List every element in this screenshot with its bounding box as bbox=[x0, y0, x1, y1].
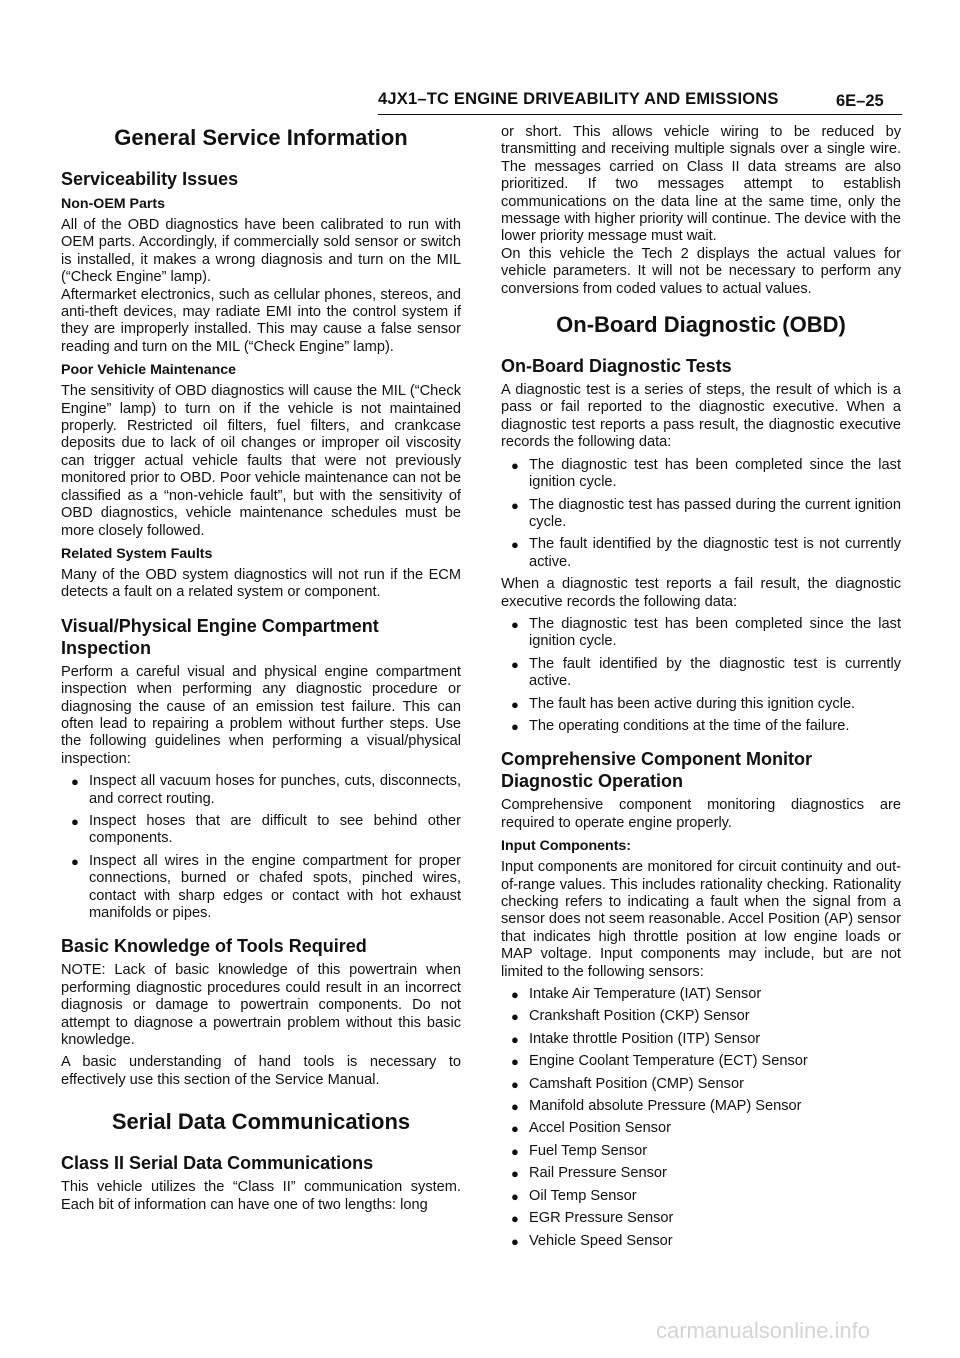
list-item: ● Oil Temp Sensor bbox=[511, 1187, 637, 1204]
list-item: ● Fuel Temp Sensor bbox=[511, 1142, 648, 1159]
paragraph-ccm: Comprehensive component monitoring diagnostics are required to operate engine properly. bbox=[501, 797, 901, 831]
page-header bbox=[0, 88, 960, 118]
watermark: carmanualsonline.info bbox=[656, 1318, 871, 1343]
list-item: ● The diagnostic test has been completed since the last ignition cycle. bbox=[511, 456, 901, 491]
bullet-icon: ● bbox=[71, 774, 79, 790]
list-item: ● Manifold absolute Pressure (MAP) Sensor bbox=[511, 1098, 802, 1115]
bullet-icon: ● bbox=[71, 853, 79, 869]
list-item: ● Inspect hoses that are difficult to see behind other components. bbox=[71, 812, 461, 847]
right-column bbox=[501, 124, 901, 1255]
fail-result-list bbox=[501, 616, 901, 735]
paragraph-fail-result: When a diagnostic test reports a fail result, the diagnostic executive records the following data: bbox=[501, 576, 901, 610]
visual-inspection-list bbox=[61, 773, 461, 922]
paragraph-non-oem-2: Aftermarket electronics, such as cellular phones, stereos, and anti-theft devices, may radiate EMI into the control system if they are improperly installed. This may cause a false sensor reading and turn on the MIL (“Check Engine” lamp). bbox=[61, 286, 461, 355]
list-item: ● The diagnostic test has been completed since the last ignition cycle. bbox=[511, 615, 901, 650]
bullet-icon: ● bbox=[511, 1233, 519, 1249]
heading-serviceability-issues: Serviceability Issues bbox=[61, 169, 239, 189]
heading-basic-knowledge: Basic Knowledge of Tools Required bbox=[61, 936, 367, 957]
bullet-icon: ● bbox=[511, 656, 519, 672]
heading-poor-vehicle-maintenance: Poor Vehicle Maintenance bbox=[61, 362, 237, 379]
paragraph-basic-knowledge: A basic understanding of hand tools is necessary to effectively use this section of the Service Manual. bbox=[61, 1054, 461, 1088]
heading-visual-inspection: Visual/Physical Engine Compartment Inspection bbox=[61, 615, 379, 658]
note-basic-knowledge: NOTE: Lack of basic knowledge of this powertrain when performing diagnostic procedures could result in an incorrect diagnosis or damage to powertrain components. Do not attempt to diagnose a powertrain problem without this basic knowledge. bbox=[61, 962, 461, 1049]
heading-ccm: Comprehensive Component Monitor Diagnostic Operation bbox=[501, 749, 813, 792]
bullet-icon: ● bbox=[511, 1076, 519, 1092]
list-item: ● Crankshaft Position (CKP) Sensor bbox=[511, 1008, 750, 1025]
bullet-icon: ● bbox=[511, 1188, 519, 1204]
bullet-icon: ● bbox=[511, 987, 519, 1003]
bullet-icon: ● bbox=[511, 1143, 519, 1159]
sensor-list bbox=[501, 986, 901, 1250]
bullet-icon: ● bbox=[511, 537, 519, 553]
heading-related-system-faults: Related System Faults bbox=[61, 545, 213, 562]
list-item: ● Engine Coolant Temperature (ECT) Sensor bbox=[511, 1053, 808, 1070]
paragraph-non-oem-1: All of the OBD diagnostics have been calibrated to run with OEM parts. Accordingly, if commercially sold sensor or switch is installed, it makes a wrong diagnosis and turn on the MIL (“Check Engine” lamp). bbox=[61, 217, 461, 286]
list-item: ● Intake throttle Position (ITP) Sensor bbox=[511, 1030, 761, 1047]
heading-class-ii: Class II Serial Data Communications bbox=[61, 1153, 374, 1174]
pass-result-list bbox=[501, 457, 901, 571]
section-title-obd: On-Board Diagnostic (OBD) bbox=[556, 312, 846, 338]
section-title-general-service: General Service Information bbox=[114, 125, 408, 150]
paragraph-class-ii: This vehicle utilizes the “Class II” communication system. Each bit of information can have one of two lengths: long bbox=[61, 1179, 461, 1213]
paragraph-poor-maintenance: The sensitivity of OBD diagnostics will cause the MIL (“Check Engine” lamp) to turn on if the vehicle is not maintained properly. Restricted oil filters, fuel filters, and crankcase deposits due to lack of oil changes or improper oil viscosity can trigger actual vehicle faults that were not previously monitored prior to OBD. Poor vehicle maintenance can not be classified as a “non-vehicle fault”, but with the sensitivity of OBD diagnostics, vehicle maintenance schedules must be more closely followed. bbox=[61, 383, 461, 539]
paragraph-input-components: Input components are monitored for circuit continuity and out-of-range values. This includes rationality checking. Rationality checking refers to indicating a fault when the signal from a sensor does not seem reasonable. Accel Position (AP) sensor that indicates high throttle position at low engine loads or MAP voltage. Input components may include, but are not limited to the following sensors: bbox=[501, 859, 901, 980]
paragraph-tech2: On this vehicle the Tech 2 displays the actual values for vehicle parameters. It will not be necessary to perform any conversions from coded values to actual values. bbox=[501, 245, 901, 297]
bullet-icon: ● bbox=[511, 1009, 519, 1025]
list-item: ● Inspect all vacuum hoses for punches, cuts, disconnects, and correct routing. bbox=[71, 773, 461, 807]
header-rule bbox=[378, 114, 902, 115]
section-title-serial-data: Serial Data Communications bbox=[111, 1109, 411, 1135]
list-item: ● Inspect all wires in the engine compartment for proper connections, burned or chafed spots, pinched wires, contact with sharp edges or contact with hot exhaust manifolds or pipes. bbox=[71, 852, 461, 921]
bullet-icon: ● bbox=[71, 813, 79, 829]
paragraph-class-ii-continued: or short. This allows vehicle wiring to be reduced by transmitting and receiving multiple signals over a single wire. The messages carried on Class II data streams are also prioritized. If two messages attempt to establish communications on the data line at the same time, only the message with higher priority will continue. The device with the lower priority message must wait. bbox=[501, 124, 901, 245]
bullet-icon: ● bbox=[511, 696, 519, 712]
bullet-icon: ● bbox=[511, 1031, 519, 1047]
list-item: ● The diagnostic test has passed during the current ignition cycle. bbox=[511, 496, 901, 530]
list-item: ● Camshaft Position (CMP) Sensor bbox=[511, 1075, 744, 1092]
header-title: 4JX1–TC ENGINE DRIVEABILITY AND EMISSIONS bbox=[378, 90, 779, 108]
bullet-icon: ● bbox=[511, 1099, 519, 1115]
paragraph-obd-tests: A diagnostic test is a series of steps, the result of which is a pass or fail reported to the diagnostic executive. When a diagnostic test reports a pass result, the diagnostic executive records the following data: bbox=[501, 382, 901, 451]
heading-obd-tests: On-Board Diagnostic Tests bbox=[501, 356, 732, 377]
list-item: ● Accel Position Sensor bbox=[511, 1120, 671, 1137]
left-column bbox=[61, 124, 461, 1219]
list-item: ● Intake Air Temperature (IAT) Sensor bbox=[511, 986, 762, 1003]
list-item: ● The fault identified by the diagnostic test is currently active. bbox=[511, 655, 901, 690]
list-item: ● Rail Pressure Sensor bbox=[511, 1165, 667, 1182]
bullet-icon: ● bbox=[511, 718, 519, 734]
paragraph-visual-inspection: Perform a careful visual and physical engine compartment inspection when performing any diagnostic procedure or diagnosing the cause of an emission test failure. This can often lead to repairing a problem without further steps. Use the following guidelines when performing a visual/physical inspection: bbox=[61, 663, 461, 767]
heading-non-oem-parts: Non-OEM Parts bbox=[61, 196, 166, 212]
bullet-icon: ● bbox=[511, 1211, 519, 1227]
bullet-icon: ● bbox=[511, 1121, 519, 1137]
list-item: ● The fault has been active during this ignition cycle. bbox=[511, 695, 856, 712]
page-number: 6E–25 bbox=[836, 92, 884, 110]
paragraph-related-faults: Many of the OBD system diagnostics will not run if the ECM detects a fault on a related system or component. bbox=[61, 566, 461, 601]
bullet-icon: ● bbox=[511, 497, 519, 513]
bullet-icon: ● bbox=[511, 457, 519, 473]
heading-input-components: Input Components: bbox=[501, 838, 632, 855]
bullet-icon: ● bbox=[511, 616, 519, 632]
list-item: ● The fault identified by the diagnostic test is not currently active. bbox=[511, 536, 901, 570]
list-item: ● Vehicle Speed Sensor bbox=[511, 1232, 673, 1249]
bullet-icon: ● bbox=[511, 1166, 519, 1182]
list-item: ● EGR Pressure Sensor bbox=[511, 1210, 674, 1227]
bullet-icon: ● bbox=[511, 1054, 519, 1070]
list-item: ● The operating conditions at the time of the failure. bbox=[511, 717, 850, 734]
